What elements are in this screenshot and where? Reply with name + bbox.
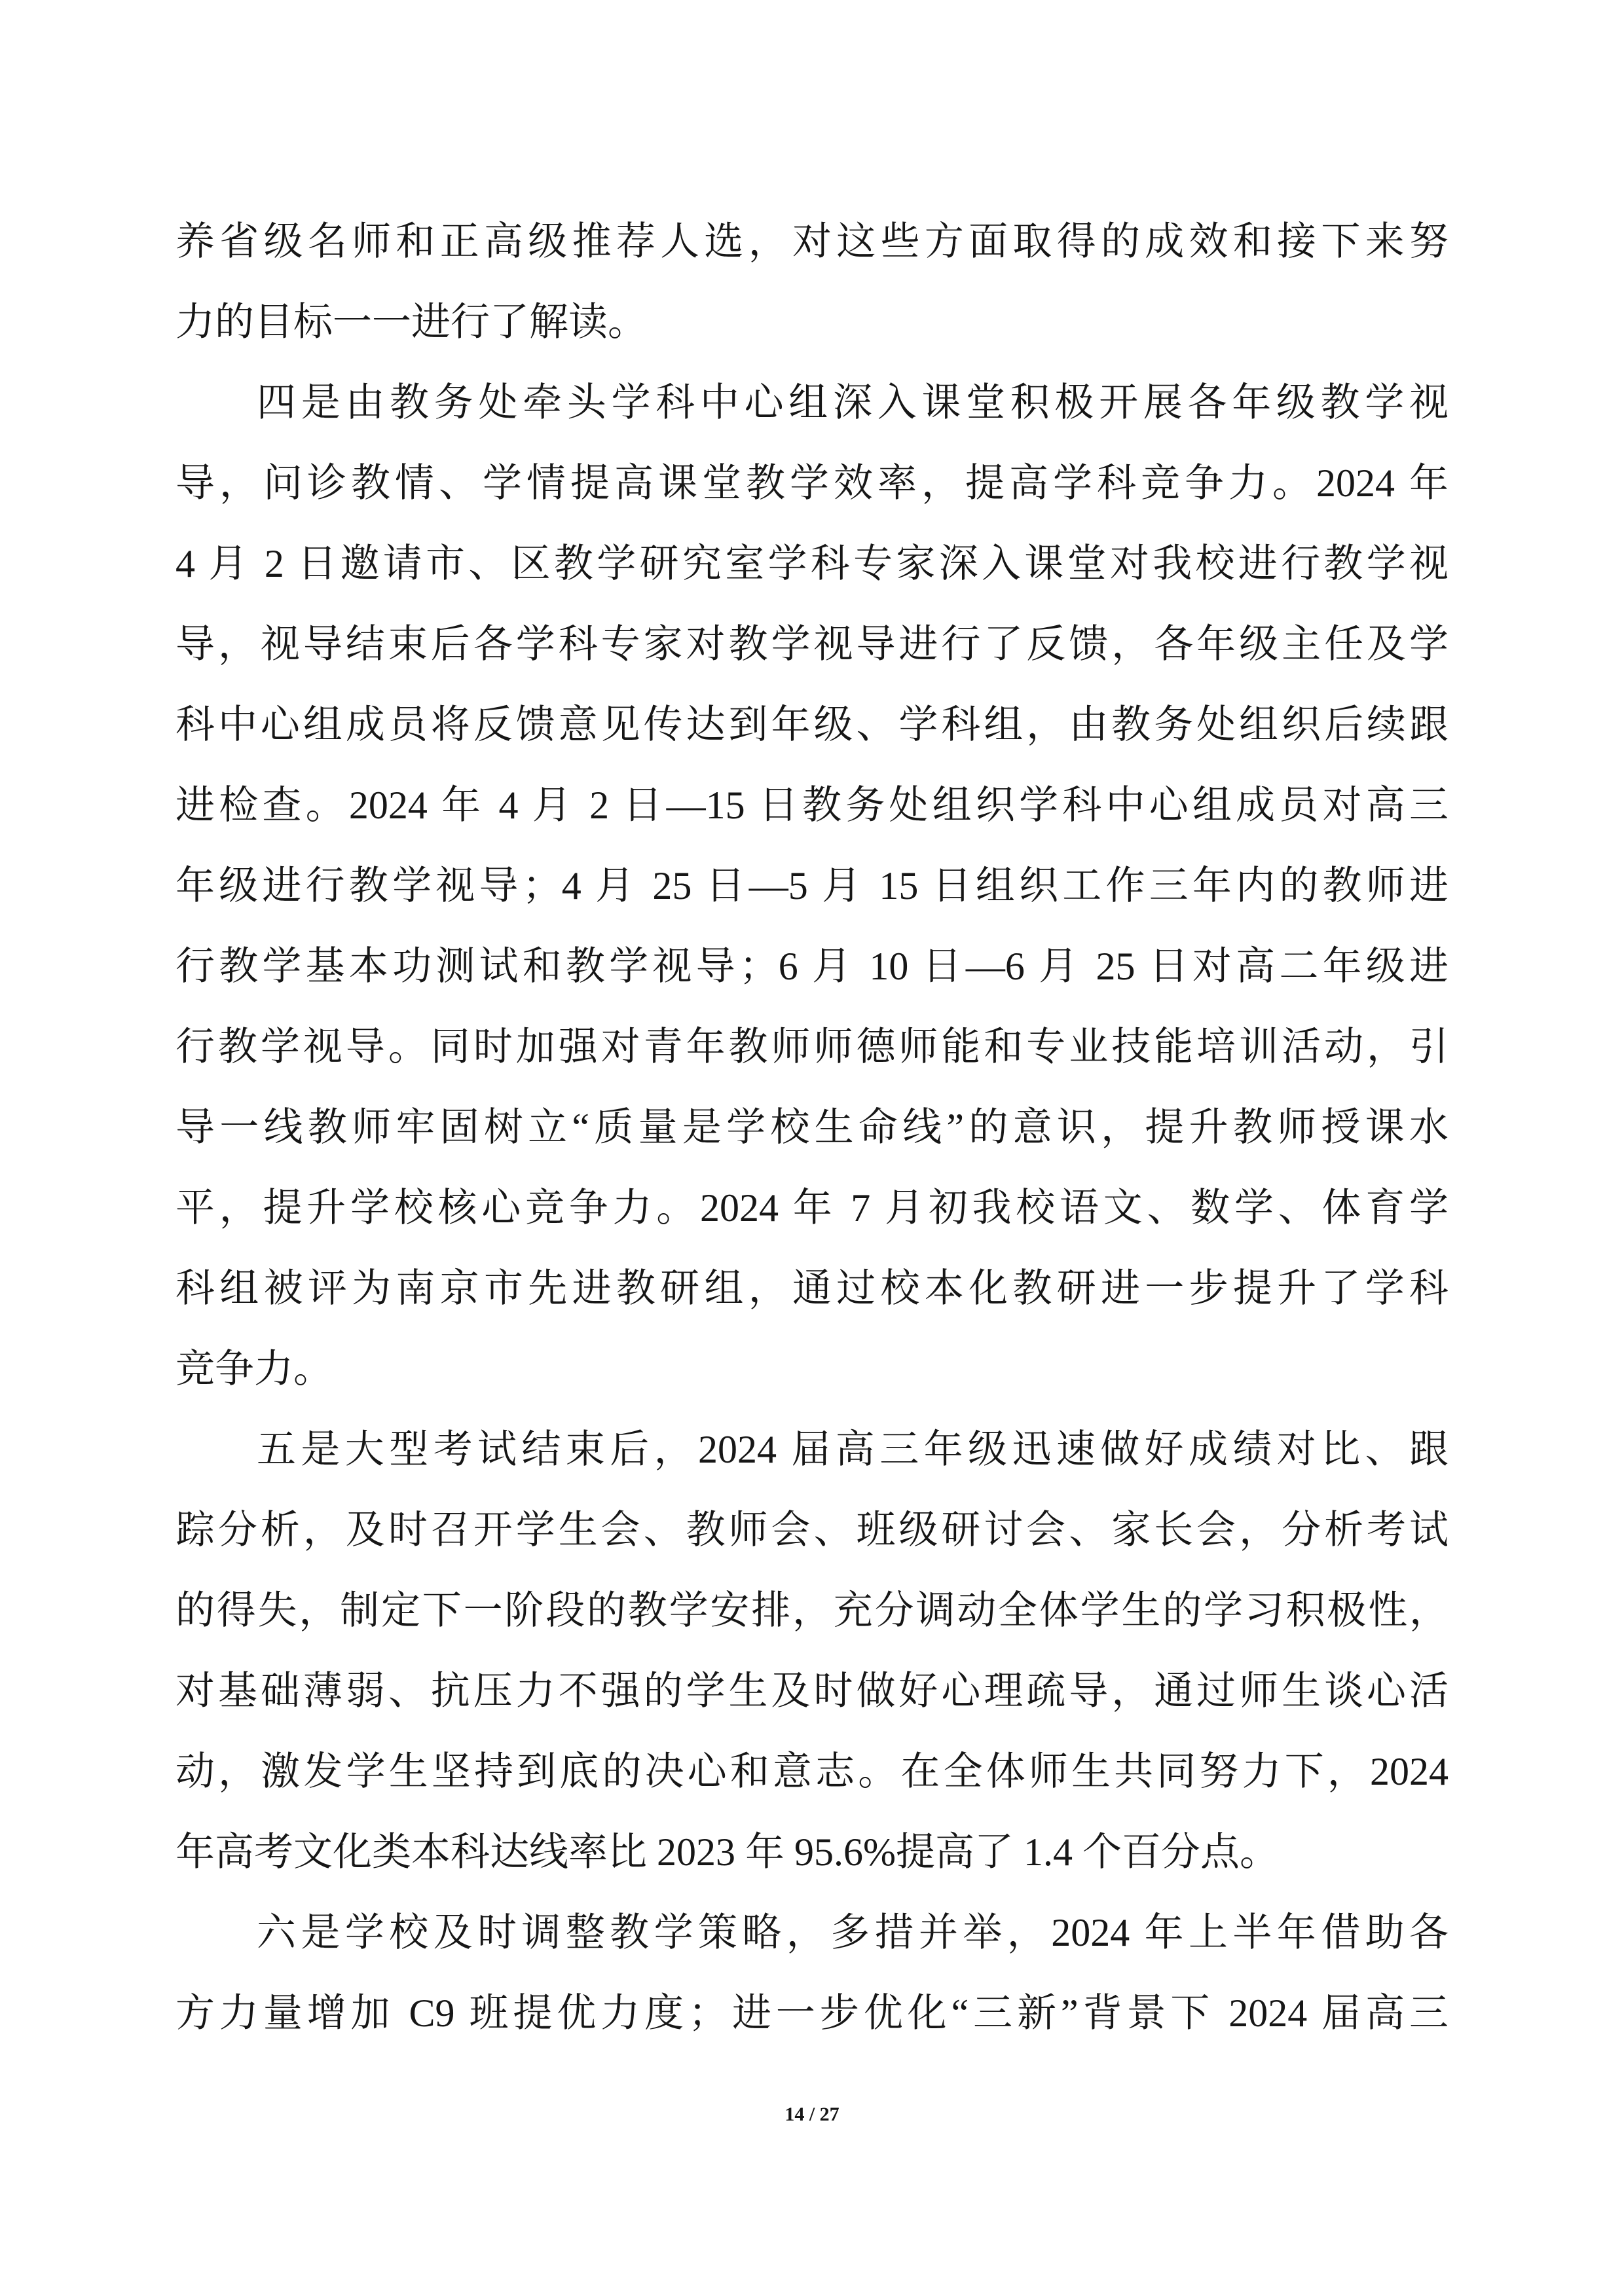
text-line: 年级进行教学视导；4 月 25 日—5 月 15 日组织工作三年内的教师进 — [175, 864, 1449, 907]
text-line: 对基础薄弱、抗压力不强的学生及时做好心理疏导，通过师生谈心活 — [175, 1669, 1449, 1713]
text-line: 养省级名师和正高级推荐人选，对这些方面取得的成效和接下来努 — [175, 220, 1449, 263]
text-line: 科组被评为南京市先进教研组，通过校本化教研进一步提升了学科 — [175, 1267, 1449, 1310]
text-line: 行教学视导。同时加强对青年教师师德师能和专业技能培训活动，引 — [175, 1025, 1449, 1068]
text-line: 导一线教师牢固树立“质量是学校生命线”的意识，提升教师授课水 — [175, 1106, 1449, 1149]
text-line: 进检查。2024 年 4 月 2 日—15 日教务处组织学科中心组成员对高三 — [175, 784, 1449, 827]
text-line: 导，视导结束后各学科专家对教学视导进行了反馈，各年级主任及学 — [175, 623, 1449, 666]
text-line: 年高考文化类本科达线率比 2023 年 95.6%提高了 1.4 个百分点。 — [175, 1831, 1279, 1874]
text-line: 导，问诊教情、学情提高课堂教学效率，提高学科竞争力。2024 年 — [175, 462, 1449, 505]
text-line: 4 月 2 日邀请市、区教学研究室学科专家深入课堂对我校进行教学视 — [175, 542, 1449, 585]
text-line: 六是学校及时调整教学策略，多措并举，2024 年上半年借助各 — [257, 1911, 1449, 1954]
paragraph — [175, 1410, 1449, 1893]
text-line: 行教学基本功测试和教学视导；6 月 10 日—6 月 25 日对高二年级进 — [175, 945, 1449, 988]
text-line: 动，激发学生坚持到底的决心和意志。在全体师生共同努力下，2024 — [175, 1750, 1449, 1793]
page-body — [175, 202, 1449, 2054]
paragraph — [175, 363, 1449, 1410]
paragraph-continued — [175, 202, 1449, 363]
text-line: 竞争力。 — [175, 1347, 333, 1391]
text-line: 四是由教务处牵头学科中心组深入课堂积极开展各年级教学视 — [257, 381, 1449, 424]
text-line: 力的目标一一进行了解读。 — [175, 301, 647, 344]
page-number: 14 / 27 — [784, 2104, 840, 2125]
text-line: 平，提升学校核心竞争力。2024 年 7 月初我校语文、数学、体育学 — [175, 1186, 1449, 1230]
text-line: 科中心组成员将反馈意见传达到年级、学科组，由教务处组织后续跟 — [175, 703, 1449, 746]
paragraph — [175, 1893, 1449, 2054]
text-line: 踪分析，及时召开学生会、教师会、班级研讨会、家长会，分析考试 — [175, 1508, 1449, 1552]
text-line: 五是大型考试结束后，2024 届高三年级迅速做好成绩对比、跟 — [257, 1428, 1449, 1471]
text-line: 方力量增加 C9 班提优力度；进一步优化“三新”背景下 2024 届高三 — [175, 1992, 1449, 2035]
text-line: 的得失，制定下一阶段的教学安排，充分调动全体学生的学习积极性， — [175, 1589, 1449, 1632]
